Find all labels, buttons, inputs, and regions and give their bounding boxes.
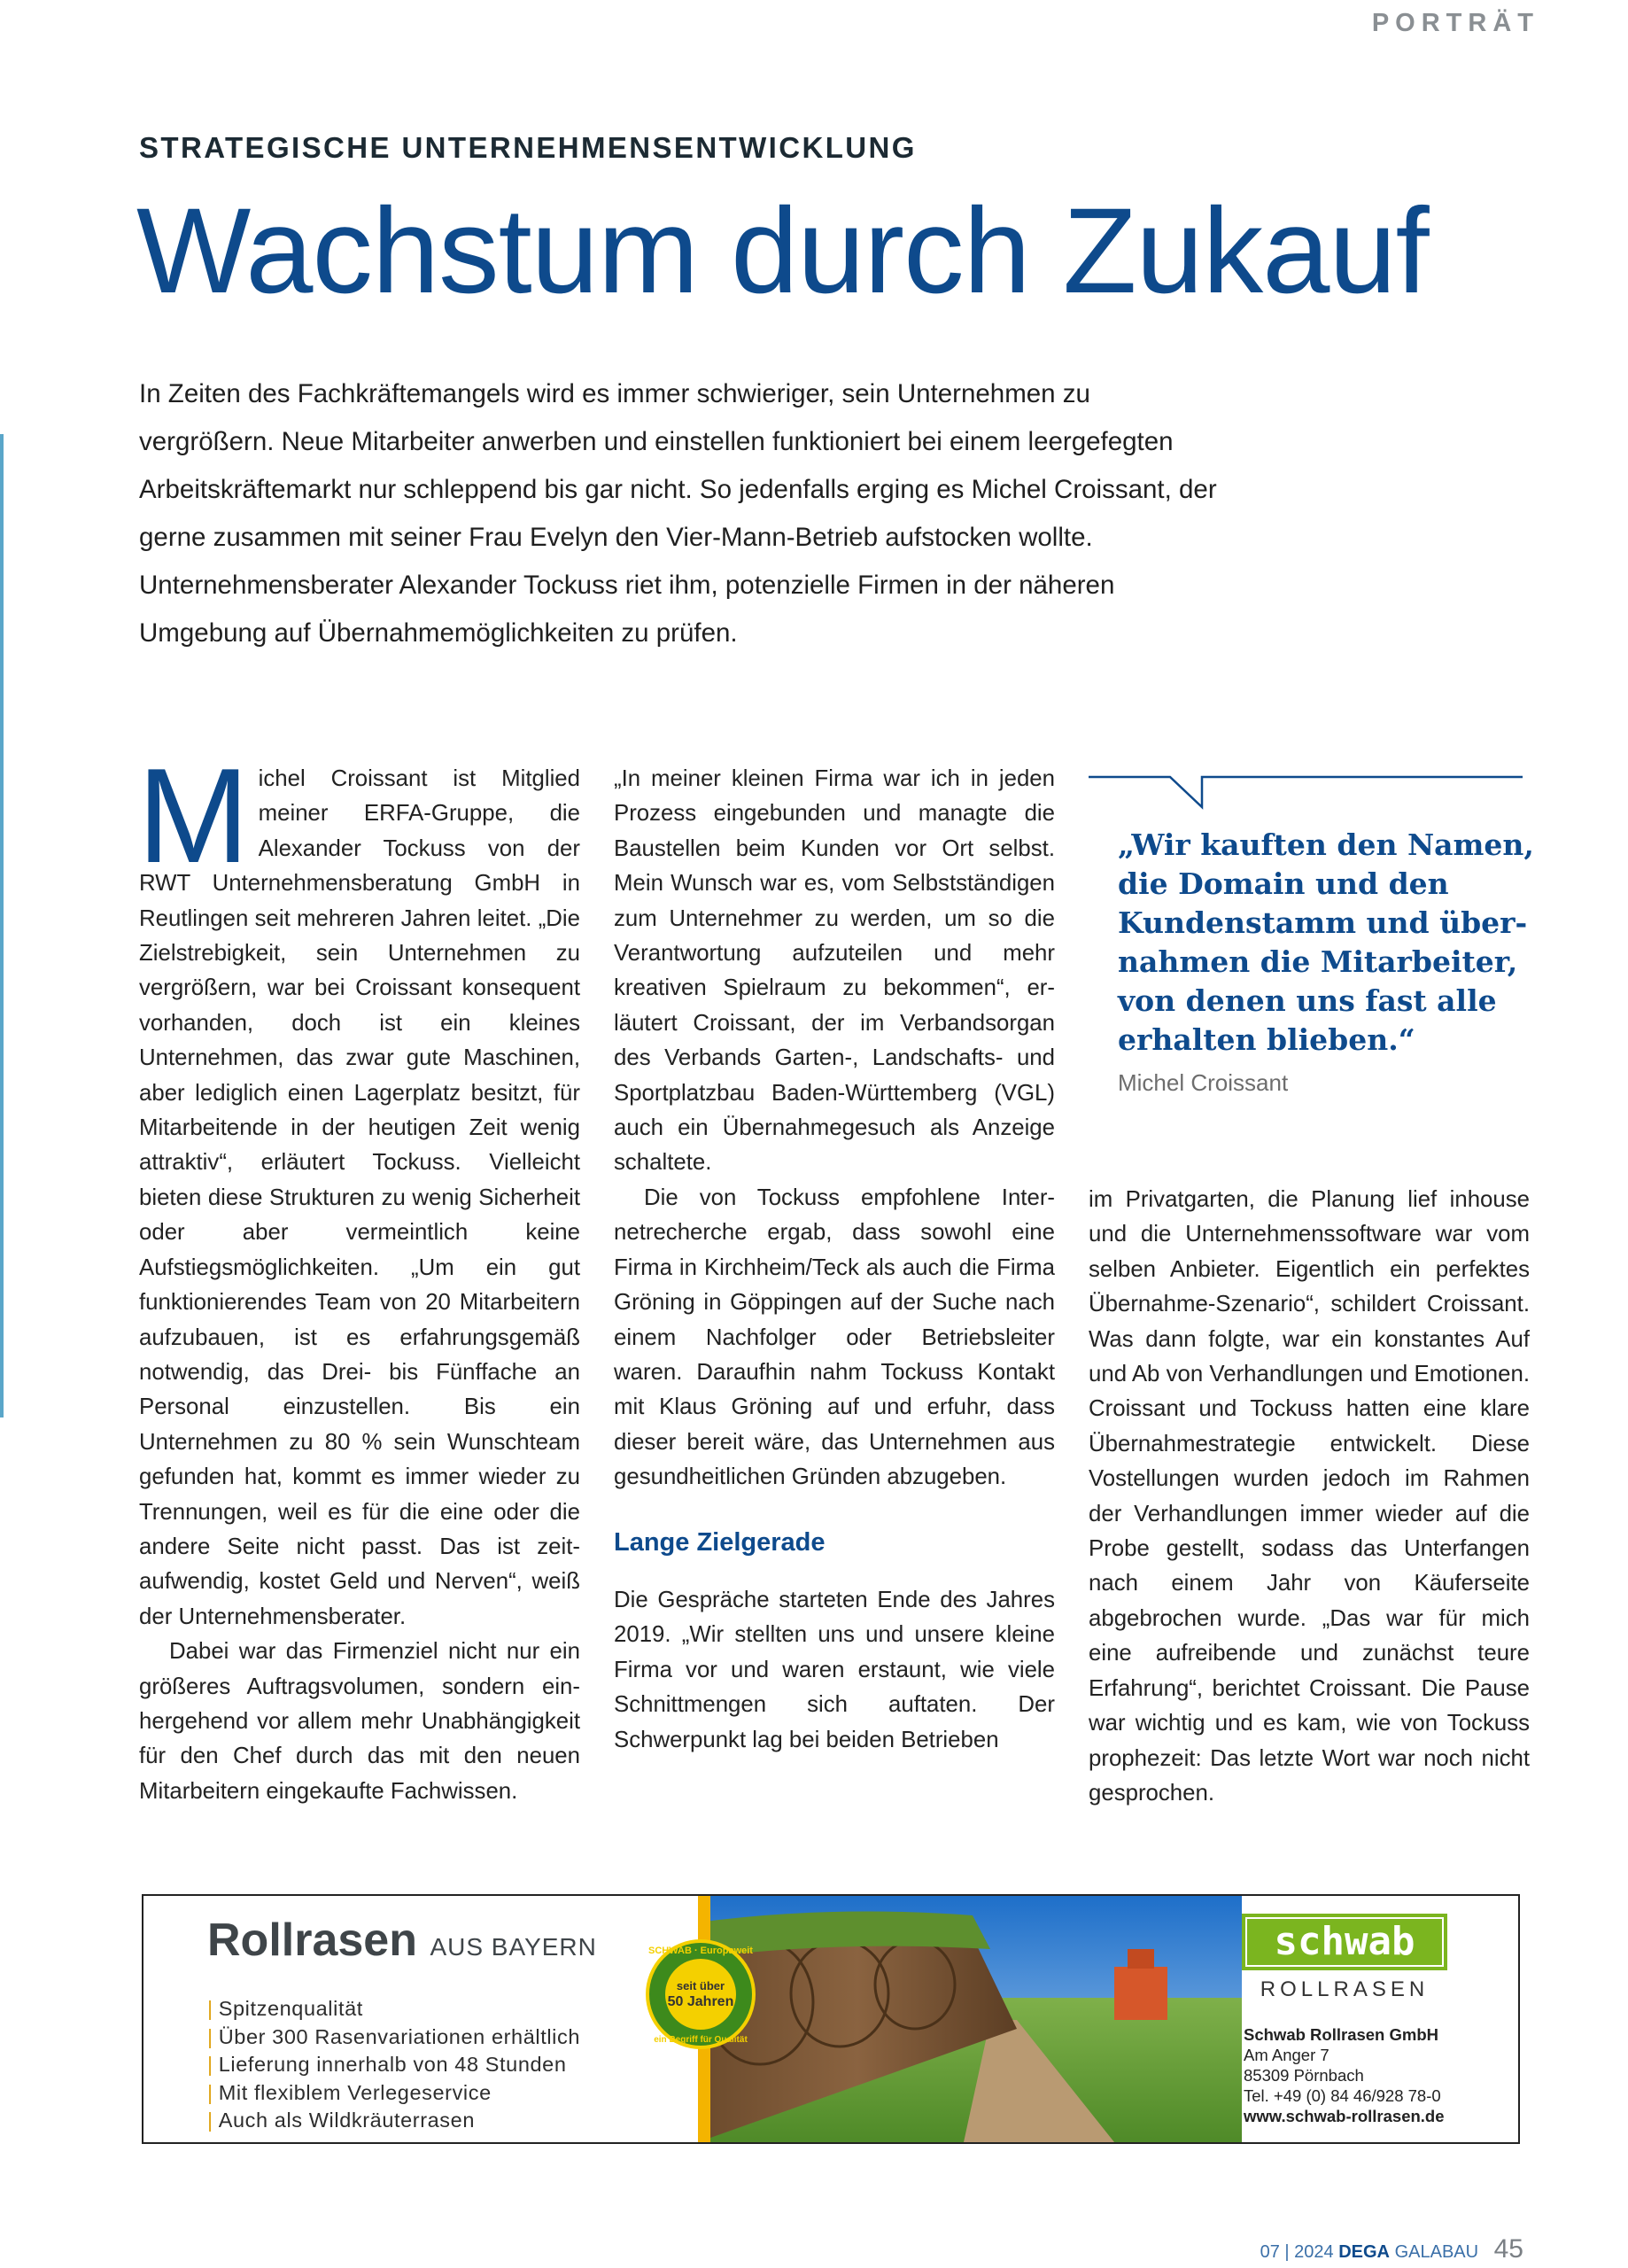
paragraph: ichel Croissant ist Mitglied meiner ERFA-Gruppe, die Alexander Tockuss von der RWT Unternehmensberatung GmbH in Reutlingen seit mehreren Jahren leitet. „Die Zielstrebigkeit, sein Unternehmen zu vergrößern, war bei Croissant konsequent vorhanden, doch ist ein kleines Unternehmen, das zwar gute Maschinen, aber lediglich einen Lagerplatz besitzt, für Mitarbeitende in der heutigen Zeit wenig attraktiv“, erläutert Tockuss. Vielleicht bieten diese Strukturen zu wenig Sicherheit oder aber vermeintlich keine Aufstiegsmöglichkeiten. „Um ein gut funktionierendes Team von 20 Mitarbeitern aufzubauen, ist es erfahrungsgemäß notwendig, das Drei- bis Fünffache an Personal einzustellen. Bis ein Unternehmen zu 80 % sein Wunschteam gefunden hat, kommt es immer wieder zu Trennungen, weil es für die eine oder die andere Seite nicht passt. Das ist zeitaufwendig, kostet Geld und Nerven“, weiß der Unternehmensberater. xyxy=(139,766,580,1629)
paragraph: Die Gespräche starteten Ende des Jahres 2019. „Wir stellten uns und unsere kleine Firma vor und waren erstaunt, wie viele Schnittmengen sich auftaten. Der Schwerpunkt lag bei beiden Betrieben xyxy=(614,1587,1055,1752)
pullquote-text: „Wir kauften den Namen, die Domain und den Kundenstamm und übernahmen die Mitarbeiter, von denen uns fast alle erhalten blieben.“ xyxy=(1118,827,1534,1057)
badge-top: SCHWAB · Europaweit xyxy=(648,1946,753,1956)
ad-contact-panel xyxy=(1242,1896,1518,2142)
paragraph: „In meiner kleinen Firma war ich in jeden Prozess eingebunden und managte die Baustellen beim Kunden vor Ort selbst. Mein Wunsch war es, vom Selbstständigen zum Unternehmer zu werden, um so die Verantwortung aufzuteilen und mehr kreativen Spielraum zu bekommen“, erläutert Croissant, der im Verbandsorgan des Verbands Garten-, Landschafts- und Sportplatzbau Baden-Württemberg (VGL) auch ein Übernahmegesuch als Anzeige schaltete. xyxy=(614,766,1055,1176)
ad-brand-name: Rollrasen xyxy=(207,1915,417,1966)
article-column-3 xyxy=(1089,1183,1530,1811)
ad-feature: | Über 300 Rasenvariationen erhältlich xyxy=(207,2024,580,2048)
paragraph: im Privatgarten, die Planung lief inhouse und die Unternehmenssoftware war vom selben Anbieter. Eigentlich ein perfektes Übernahme-Szenario“, schildert Croissant. Was dann folgte, war ein konstantes Auf und Ab von Verhandlungen und Emotionen. Croissant und Tockuss hatten eine klare Übernahmestrategie entwickelt. Diese Vostellungen wurden jedoch im Rahmen der Verhandlungen immer wieder auf die Probe gestellt, sodass das Unterfangen nach einem Jahr von Käuferseite abgebrochen wurde. „Das war für mich eine aufreibende und zunächst teure Erfahrung“, berichtet Croissant. Die Pause war wichtig und es kam, wie von Tockuss prophezeit: Das letzte Wort war noch nicht gesprochen. xyxy=(1089,1187,1530,1806)
article-lead: In Zeiten des Fachkräftemangels wird es immer schwieriger, sein Unternehmen zu vergrößern. Neue Mitarbeiter anwerben und einstellen funktioniert bei einem leergefegten Arbeitskräftemarkt nur schleppend bis gar nicht. So jedenfalls erging es Michel Croissant, der gerne zusammen mit seiner Frau Evelyn den Vier-Mann-Betrieb aufstocken wollte. Unternehmensberater Alexander Tockuss riet ihm, potenzielle Firmen in der näheren Umgebung auf Übernahmemöglichkeiten zu prüfen. xyxy=(139,379,1217,648)
issue-number: 07 | 2024 xyxy=(1260,2242,1334,2262)
magazine-name: GALABAU xyxy=(1394,2242,1479,2262)
paragraph: Dabei war das Firmenziel nicht nur ein größeres Auftragsvolumen, sondern einhergehend vor allem mehr Unabhängigkeit für den Chef durch das mit den neuen Mitarbeitern eingekaufte Fachwissen. xyxy=(139,1639,580,1804)
ad-feature: | Auch als Wildkräuterrasen xyxy=(207,2109,475,2132)
page-footer xyxy=(1260,2234,1523,2264)
company-name: Schwab Rollrasen GmbH xyxy=(1244,2025,1438,2044)
article-title: Wachstum durch Zukauf xyxy=(136,183,1429,319)
pullquote-author: Michel Croissant xyxy=(1118,1069,1289,1096)
company-phone: Tel. +49 (0) 84 46/928 78-0 xyxy=(1244,2086,1441,2105)
ad-feature-list xyxy=(207,1995,580,2135)
pullquote-rule xyxy=(1089,770,1523,814)
page-number: 45 xyxy=(1493,2234,1523,2264)
ad-brand-sub: AUS BAYERN xyxy=(430,1933,597,1961)
company-city: 85309 Pörnbach xyxy=(1244,2066,1364,2085)
ad-text-panel xyxy=(143,1896,693,2142)
subheading: Lange Zielgerade xyxy=(614,1527,826,1557)
section-label: PORTRÄT xyxy=(1371,9,1539,37)
ad-quality-badge xyxy=(645,1938,756,2050)
schwab-logo xyxy=(1242,1914,1447,1970)
logo-text: schwab xyxy=(1274,1919,1415,1964)
ad-feature: | Mit flexiblem Verlegeservice xyxy=(207,2080,492,2104)
article-column-2 xyxy=(614,762,1055,1758)
article-column-1 xyxy=(137,741,580,1809)
ad-brand xyxy=(207,1914,597,1967)
badge-line-1: seit über xyxy=(676,1979,725,1992)
badge-bottom: ein Begriff für Qualität xyxy=(654,2035,748,2045)
advertisement[interactable] xyxy=(142,1894,1520,2144)
paragraph: Die von Tockuss empfohlene Internetrecherche ergab, dass sowohl eine Firma in Kirchheim/Teck als auch die Firma Gröning in Göppingen auf der Suche nach einem Nachfolger oder Betriebsleiter waren. Daraufhin nahm Tockuss Kontakt mit Klaus Gröning auf und erfuhr, dass dieser bereit wäre, das Unternehmen aus gesundheitlichen Gründen abzugeben. xyxy=(614,1184,1055,1490)
company-website-link[interactable]: www.schwab-rollrasen.de xyxy=(1244,2107,1445,2125)
ad-company-address xyxy=(1244,2024,1445,2126)
company-street: Am Anger 7 xyxy=(1244,2046,1330,2064)
ad-feature: | Lieferung innerhalb von 48 Stunden xyxy=(207,2053,567,2076)
page-edge-bar xyxy=(0,434,4,1418)
article-kicker: STRATEGISCHE UNTERNEHMENSENTWICKLUNG xyxy=(139,131,917,164)
badge-line-2: 50 Jahren xyxy=(667,1994,734,2009)
logo-subtitle: ROLLRASEN xyxy=(1260,1977,1430,2001)
drop-cap: M xyxy=(137,741,250,891)
ad-feature: | Spitzenqualität xyxy=(207,1997,363,2020)
magazine-name-bold: DEGA xyxy=(1338,2242,1391,2262)
